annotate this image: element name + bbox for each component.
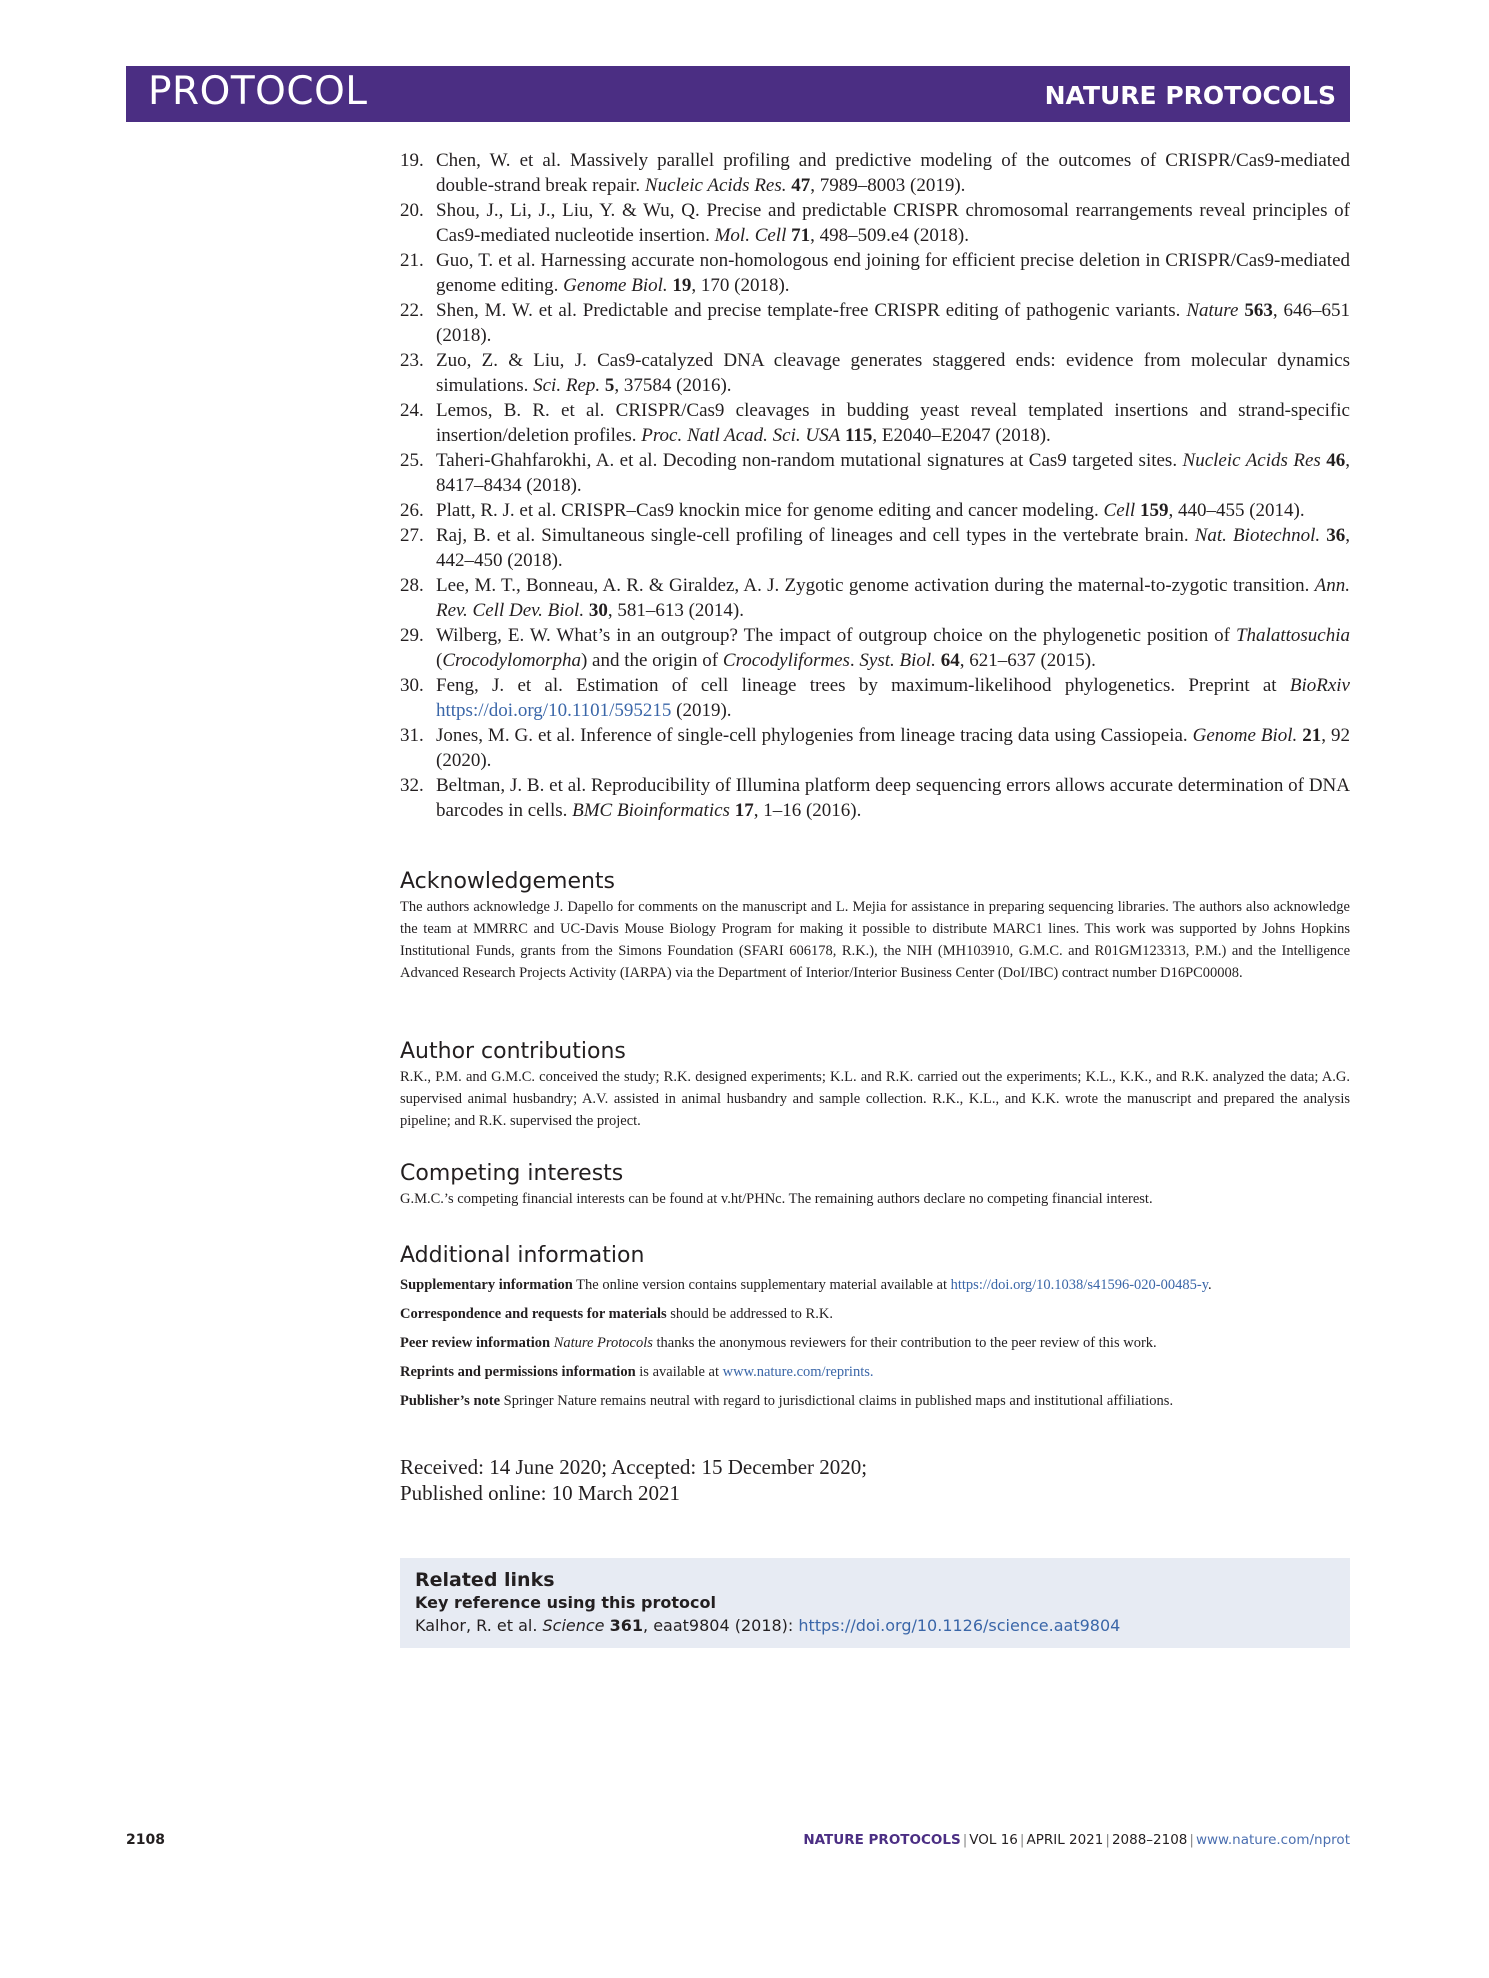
reference-number: 20. <box>400 200 424 221</box>
reference-item <box>400 348 1350 398</box>
reprints-link[interactable]: www.nature.com/reprints. <box>722 1364 874 1380</box>
reference-taxon: Crocodylomorpha <box>442 650 581 671</box>
related-ref-journal: Science <box>542 1616 605 1635</box>
received-accepted-dates: Received: 14 June 2020; Accepted: 15 December 2020; <box>400 1455 868 1479</box>
supplementary-text: The online version contains supplementary material available at <box>572 1277 951 1293</box>
article-type-label: PROTOCOL <box>148 69 368 114</box>
article-dates <box>400 1454 1100 1506</box>
reference-item <box>400 248 1350 298</box>
footer-volume: VOL 16 <box>969 1832 1018 1848</box>
reference-pages: (2019). <box>671 700 732 721</box>
reference-journal: BMC Bioinformatics <box>572 800 730 821</box>
reference-number: 29. <box>400 625 424 646</box>
competing-interests-text: G.M.C.’s competing financial interests can be found at v.ht/PHNc. The remaining authors declare no competing financial interest. <box>400 1191 1153 1207</box>
reference-journal: Nucleic Acids Res. <box>644 175 787 196</box>
reference-number: 32. <box>400 775 424 796</box>
related-ref-volume: 361 <box>609 1616 644 1635</box>
peer-review-label: Peer review information <box>400 1335 551 1351</box>
reference-text: Taheri-Ghahfarokhi, A. et al. Decoding non-random mutational signatures at Cas9 targeted sites. <box>436 450 1183 471</box>
reference-journal: Ann. Rev. Cell Dev. Biol. <box>436 575 1350 621</box>
supplementary-end: . <box>1208 1277 1212 1293</box>
reference-link[interactable]: https://doi.org/10.1101/595215 <box>436 700 672 721</box>
peer-review-text: thanks the anonymous reviewers for their contribution to the peer review of this work. <box>652 1335 1157 1351</box>
reference-journal: BioRxiv <box>1289 675 1350 696</box>
correspondence-text: should be addressed to R.K. <box>666 1306 833 1322</box>
related-reference <box>415 1614 1120 1638</box>
reprints-label: Reprints and permissions information <box>400 1364 636 1380</box>
reference-item <box>400 148 1350 198</box>
reference-item <box>400 573 1350 623</box>
correspondence-label: Correspondence and requests for materials <box>400 1306 667 1322</box>
reference-item <box>400 398 1350 448</box>
reference-text: ) and the origin of <box>580 650 723 671</box>
reference-pages: , 7989–8003 (2019). <box>810 175 966 196</box>
reference-volume: 21 <box>1302 725 1322 746</box>
reference-volume: 36 <box>1326 525 1346 546</box>
reference-journal: Proc. Natl Acad. Sci. USA <box>641 425 841 446</box>
author-contributions-text: R.K., P.M. and G.M.C. conceived the study; R.K. designed experiments; K.L. and R.K. carried out the experiments; K.L., K.K., and R.K. analyzed the data; A.G. supervised animal husbandry; A.V. assisted in animal husbandry and sample collection. R.K., K.L., and K.K. wrote the manuscript and prepared the analysis pipeline; and R.K. supervised the project. <box>400 1069 1350 1129</box>
author-contributions-heading: Author contributions <box>400 1039 626 1064</box>
competing-interests-section <box>400 1160 1350 1210</box>
publisher-note-label: Publisher’s note <box>400 1393 501 1409</box>
reference-number: 27. <box>400 525 424 546</box>
page-number: 2108 <box>126 1832 165 1848</box>
reference-item <box>400 298 1350 348</box>
published-date: Published online: 10 March 2021 <box>400 1481 680 1505</box>
reference-text: Feng, J. et al. Estimation of cell lineage trees by maximum-likelihood phylogenetics. Preprint at <box>436 675 1290 696</box>
reference-item <box>400 498 1350 523</box>
reprints-text: is available at <box>635 1364 723 1380</box>
reference-pages: , 1–16 (2016). <box>753 800 862 821</box>
reference-journal: Nature <box>1186 300 1239 321</box>
related-ref-link[interactable]: https://doi.org/10.1126/science.aat9804 <box>798 1616 1121 1635</box>
reference-taxon: Thalattosuchia <box>1235 625 1350 646</box>
reference-item <box>400 723 1350 773</box>
reference-text: . <box>849 650 860 671</box>
related-links-box <box>400 1558 1350 1648</box>
reference-pages: , 8417–8434 (2018). <box>436 450 1351 496</box>
reference-item <box>400 673 1350 723</box>
reference-pages: , 92 (2020). <box>436 725 1350 771</box>
reference-text: Platt, R. J. et al. CRISPR–Cas9 knockin mice for genome editing and cancer modeling. <box>436 500 1104 521</box>
reference-journal: Nat. Biotechnol. <box>1194 525 1321 546</box>
reference-list <box>400 148 1350 823</box>
reference-item <box>400 448 1350 498</box>
reference-journal: Cell <box>1103 500 1136 521</box>
publisher-note-text: Springer Nature remains neutral with regard to jurisdictional claims in published maps and institutional affiliations. <box>500 1393 1174 1409</box>
reference-volume: 19 <box>672 275 692 296</box>
footer-journal: NATURE PROTOCOLS <box>803 1832 961 1848</box>
journal-name-label: NATURE PROTOCOLS <box>1044 81 1336 110</box>
reference-item <box>400 523 1350 573</box>
reference-text: Wilberg, E. W. What’s in an outgroup? The impact of outgroup choice on the phylogenetic position of <box>436 625 1236 646</box>
reference-number: 25. <box>400 450 424 471</box>
reference-text: Jones, M. G. et al. Inference of single-cell phylogenies from lineage tracing data using Cassiopeia. <box>436 725 1193 746</box>
reference-pages: , 646–651 (2018). <box>436 300 1350 346</box>
reference-number: 23. <box>400 350 424 371</box>
reference-number: 26. <box>400 500 424 521</box>
related-ref-details: , eaat9804 (2018): <box>643 1616 799 1635</box>
additional-information-section <box>400 1242 1350 1419</box>
supplementary-label: Supplementary information <box>400 1277 573 1293</box>
reference-journal: Genome Biol. <box>563 275 668 296</box>
peer-review-info <box>400 1332 1350 1354</box>
reference-volume: 64 <box>940 650 960 671</box>
reference-journal: Sci. Rep. <box>533 375 601 396</box>
reference-pages: , 621–637 (2015). <box>959 650 1096 671</box>
reference-item <box>400 773 1350 823</box>
acknowledgements-section <box>400 868 1350 984</box>
supplementary-information <box>400 1274 1350 1296</box>
reference-number: 24. <box>400 400 424 421</box>
author-contributions-section <box>400 1038 1350 1132</box>
reference-text: Lee, M. T., Bonneau, A. R. & Giraldez, A. J. Zygotic genome activation during the maternal-to-zygotic transition. <box>436 575 1315 596</box>
reference-journal: Syst. Biol. <box>859 650 936 671</box>
related-ref-authors: Kalhor, R. et al. <box>415 1616 543 1635</box>
reference-volume: 5 <box>604 375 615 396</box>
reprints-info <box>400 1361 1350 1383</box>
peer-review-journal: Nature Protocols <box>553 1335 653 1351</box>
reference-text: Zuo, Z. & Liu, J. Cas9-catalyzed DNA cleavage generates staggered ends: evidence from molecular dynamics simulations. <box>436 350 1350 396</box>
reference-text: Chen, W. et al. Massively parallel profiling and predictive modeling of the outcomes of CRISPR/Cas9-mediated double-strand break repair. <box>436 150 1350 196</box>
reference-text: Lemos, B. R. et al. CRISPR/Cas9 cleavages in budding yeast reveal templated insertions and strand-specific insertion/deletion profiles. <box>436 400 1350 446</box>
footer-date: APRIL 2021 <box>1026 1832 1104 1848</box>
reference-volume: 17 <box>734 800 754 821</box>
reference-volume: 47 <box>791 175 811 196</box>
footer-citation: NATURE PROTOCOLS | VOL 16 | APRIL 2021 | 2088–2108 | www.nature.com/nprot <box>803 1832 1350 1848</box>
reference-volume: 30 <box>588 600 608 621</box>
reference-text: Raj, B. et al. Simultaneous single-cell profiling of lineages and cell types in the vertebrate brain. <box>436 525 1195 546</box>
publisher-note <box>400 1390 1350 1412</box>
reference-taxon: Crocodyliformes <box>722 650 850 671</box>
footer-pages: 2088–2108 <box>1111 1832 1188 1848</box>
reference-text: Shen, M. W. et al. Predictable and precise template-free CRISPR editing of pathogenic variants. <box>436 300 1187 321</box>
reference-text: Guo, T. et al. Harnessing accurate non-homologous end joining for efficient precise deletion in CRISPR/Cas9-mediated genome editing. <box>436 250 1350 296</box>
reference-pages: , 440–455 (2014). <box>1168 500 1305 521</box>
supplementary-link[interactable]: https://doi.org/10.1038/s41596-020-00485-y <box>950 1277 1208 1293</box>
reference-journal: Mol. Cell <box>714 225 787 246</box>
reference-pages: , 581–613 (2014). <box>607 600 744 621</box>
reference-volume: 563 <box>1244 300 1273 321</box>
reference-volume: 46 <box>1326 450 1346 471</box>
reference-pages: , 498–509.e4 (2018). <box>810 225 969 246</box>
reference-item <box>400 623 1350 673</box>
reference-volume: 159 <box>1139 500 1169 521</box>
reference-number: 19. <box>400 150 424 171</box>
reference-number: 22. <box>400 300 424 321</box>
reference-text: Shou, J., Li, J., Liu, Y. & Wu, Q. Precise and predictable CRISPR chromosomal rearrangements reveal principles of Cas9-mediated nucleotide insertion. <box>436 200 1350 246</box>
reference-journal: Nucleic Acids Res <box>1182 450 1321 471</box>
reference-pages: , 37584 (2016). <box>614 375 732 396</box>
footer-url[interactable]: www.nature.com/nprot <box>1195 1832 1350 1848</box>
reference-number: 28. <box>400 575 424 596</box>
related-links-title: Related links <box>415 1569 555 1591</box>
reference-journal: Genome Biol. <box>1192 725 1298 746</box>
competing-interests-heading: Competing interests <box>400 1161 624 1186</box>
reference-volume: 115 <box>844 425 873 446</box>
acknowledgements-heading: Acknowledgements <box>400 869 616 894</box>
reference-pages: , 442–450 (2018). <box>436 525 1351 571</box>
reference-item <box>400 198 1350 248</box>
reference-text: ( <box>436 650 443 671</box>
acknowledgements-text: The authors acknowledge J. Dapello for comments on the manuscript and L. Mejia for assistance in preparing sequencing libraries. The authors also acknowledge the team at MMRRC and UC-Davis Mouse Biology Program for making it possible to distribute MARC1 lines. This work was supported by Johns Hopkins Institutional Funds, grants from the Simons Foundation (SFARI 606178, R.K.), the NIH (MH103910, G.M.C. and R01GM123313, P.M.) and the Intelligence Advanced Research Projects Activity (IARPA) via the Department of Interior/Interior Business Center (DoI/IBC) contract number D16PC00008. <box>400 899 1350 981</box>
additional-information-heading: Additional information <box>400 1243 645 1268</box>
reference-number: 30. <box>400 675 424 696</box>
reference-pages: , E2040–E2047 (2018). <box>872 425 1051 446</box>
reference-pages: , 170 (2018). <box>691 275 790 296</box>
related-links-subtitle: Key reference using this protocol <box>415 1593 716 1612</box>
reference-number: 21. <box>400 250 424 271</box>
reference-volume: 71 <box>791 225 811 246</box>
reference-number: 31. <box>400 725 424 746</box>
journal-header-bar <box>126 66 1350 122</box>
correspondence-info <box>400 1303 1350 1325</box>
reference-text: Beltman, J. B. et al. Reproducibility of Illumina platform deep sequencing errors allows accurate determination of DNA barcodes in cells. <box>436 775 1350 821</box>
